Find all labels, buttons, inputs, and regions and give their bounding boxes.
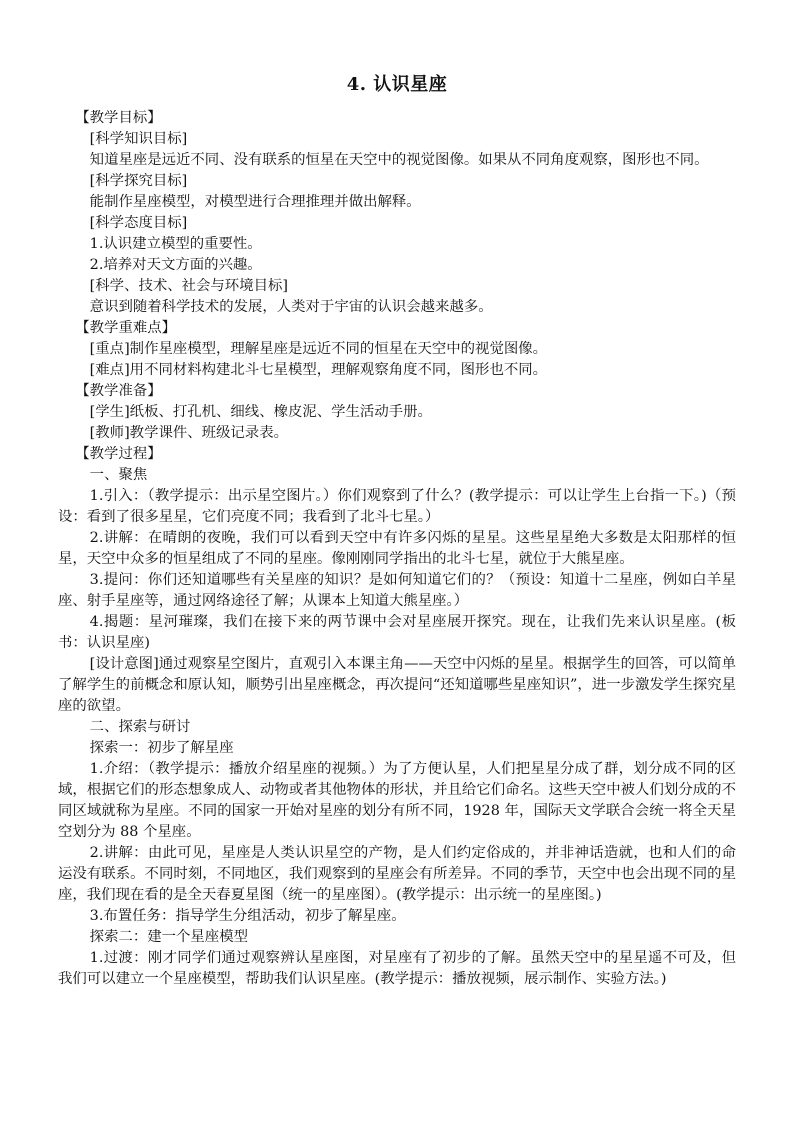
- subsection-label: [难点]用不同材料构建北斗七星模型，理解观察角度不同，图形也不同。: [89, 362, 548, 378]
- document-body: [58, 108, 736, 990]
- paragraph: 知道星座是远近不同、没有联系的恒星在天空中的视觉图像。如果从不同角度观察，图形也不同。: [89, 152, 709, 168]
- subsection-label: [科学态度目标]: [89, 215, 188, 231]
- paragraph: 2.培养对天文方面的兴趣。: [89, 257, 262, 273]
- paragraph: 探索二：建一个星座模型: [89, 929, 248, 945]
- document-title: 4. 认识星座: [346, 74, 448, 95]
- subsection-label: [重点]制作星座模型，理解星座是远近不同的恒星在天空中的视觉图像。: [89, 341, 548, 357]
- subsection-label: [学生]纸板、打孔机、细线、橡皮泥、学生活动手册。: [89, 404, 432, 420]
- paragraph: 3.提问：你们还知道哪些有关星座的知识？是如何知道它们的？（预设：知道十二星座，例如白羊星座、射手星座等，通过网络途径了解；从课本上知道大熊星座。）: [58, 572, 736, 609]
- paragraph: 1.引入：（教学提示：出示星空图片。）你们观察到了什么？(教学提示：可以让学生上台指一下。)（预设：看到了很多星星，它们亮度不同；我看到了北斗七星。）: [58, 488, 736, 525]
- section-heading: 【教学目标】: [75, 110, 162, 126]
- paragraph: 一、聚焦: [89, 467, 148, 483]
- subsection-label: [科学、技术、社会与环境目标]: [89, 278, 288, 294]
- section-heading: 【教学过程】: [75, 446, 162, 462]
- paragraph: 2.讲解：在晴朗的夜晚，我们可以看到天空中有许多闪烁的星星。这些星星绝大多数是太阳那样的恒星，天空中众多的恒星组成了不同的星座。像刚刚同学指出的北斗七星，就位于大熊星座。: [58, 530, 736, 567]
- paragraph: 2.讲解：由此可见，星座是人类认识星空的产物，是人们约定俗成的，并非神话造就，也和人们的命运没有联系。不同时刻，不同地区，我们观察到的星座会有所差异。不同的季节，天空中也会出现不同的星座，我们现在看的是全天春夏星图（统一的星座图）。(教学提示：出示统一的星座图。): [58, 845, 736, 903]
- paragraph: 探索一：初步了解星座: [89, 740, 234, 756]
- paragraph: 4.揭题：星河璀璨，我们在接下来的两节课中会对星座展开探究。现在，让我们先来认识星座。(板书：认识星座): [58, 614, 736, 651]
- paragraph: [设计意图]通过观察星空图片，直观引入本课主角——天空中闪烁的星星。根据学生的回答，可以简单了解学生的前概念和原认知，顺势引出星座概念，再次提问“还知道哪些星座知识”，进一步激发学生探究星座的欲望。: [58, 656, 736, 714]
- subsection-label: [科学知识目标]: [89, 131, 188, 147]
- section-heading: 【教学重难点】: [75, 320, 177, 336]
- paragraph: 二、探索与研讨: [89, 719, 191, 735]
- paragraph: 1.介绍：（教学提示：播放介绍星座的视频。）为了方便认星，人们把星星分成了群，划分成不同的区域，根据它们的形态想象成人、动物或者其他物体的形状，并且给它们命名。这些天空中被人们划分成的不同区域就称为星座。不同的国家一开始对星座的划分有所不同，1928 年，国际天文学联合会统一将全天星空划分为 88 个星座。: [58, 761, 736, 840]
- subsection-label: [教师]教学课件、班级记录表。: [89, 425, 288, 441]
- paragraph: 意识到随着科学技术的发展，人类对于宇宙的认识会越来越多。: [89, 299, 493, 315]
- subsection-label: [科学探究目标]: [89, 173, 188, 189]
- paragraph: 1.认识建立模型的重要性。: [89, 236, 262, 252]
- paragraph: 能制作星座模型，对模型进行合理推理并做出解释。: [89, 194, 421, 210]
- paragraph: 3.布置任务：指导学生分组活动，初步了解星座。: [89, 908, 406, 924]
- section-heading: 【教学准备】: [75, 383, 162, 399]
- paragraph: 1.过渡：刚才同学们通过观察辨认星座图，对星座有了初步的了解。虽然天空中的星星遥不可及，但我们可以建立一个星座模型，帮助我们认识星座。(教学提示：播放视频，展示制作、实验方法。): [58, 950, 736, 987]
